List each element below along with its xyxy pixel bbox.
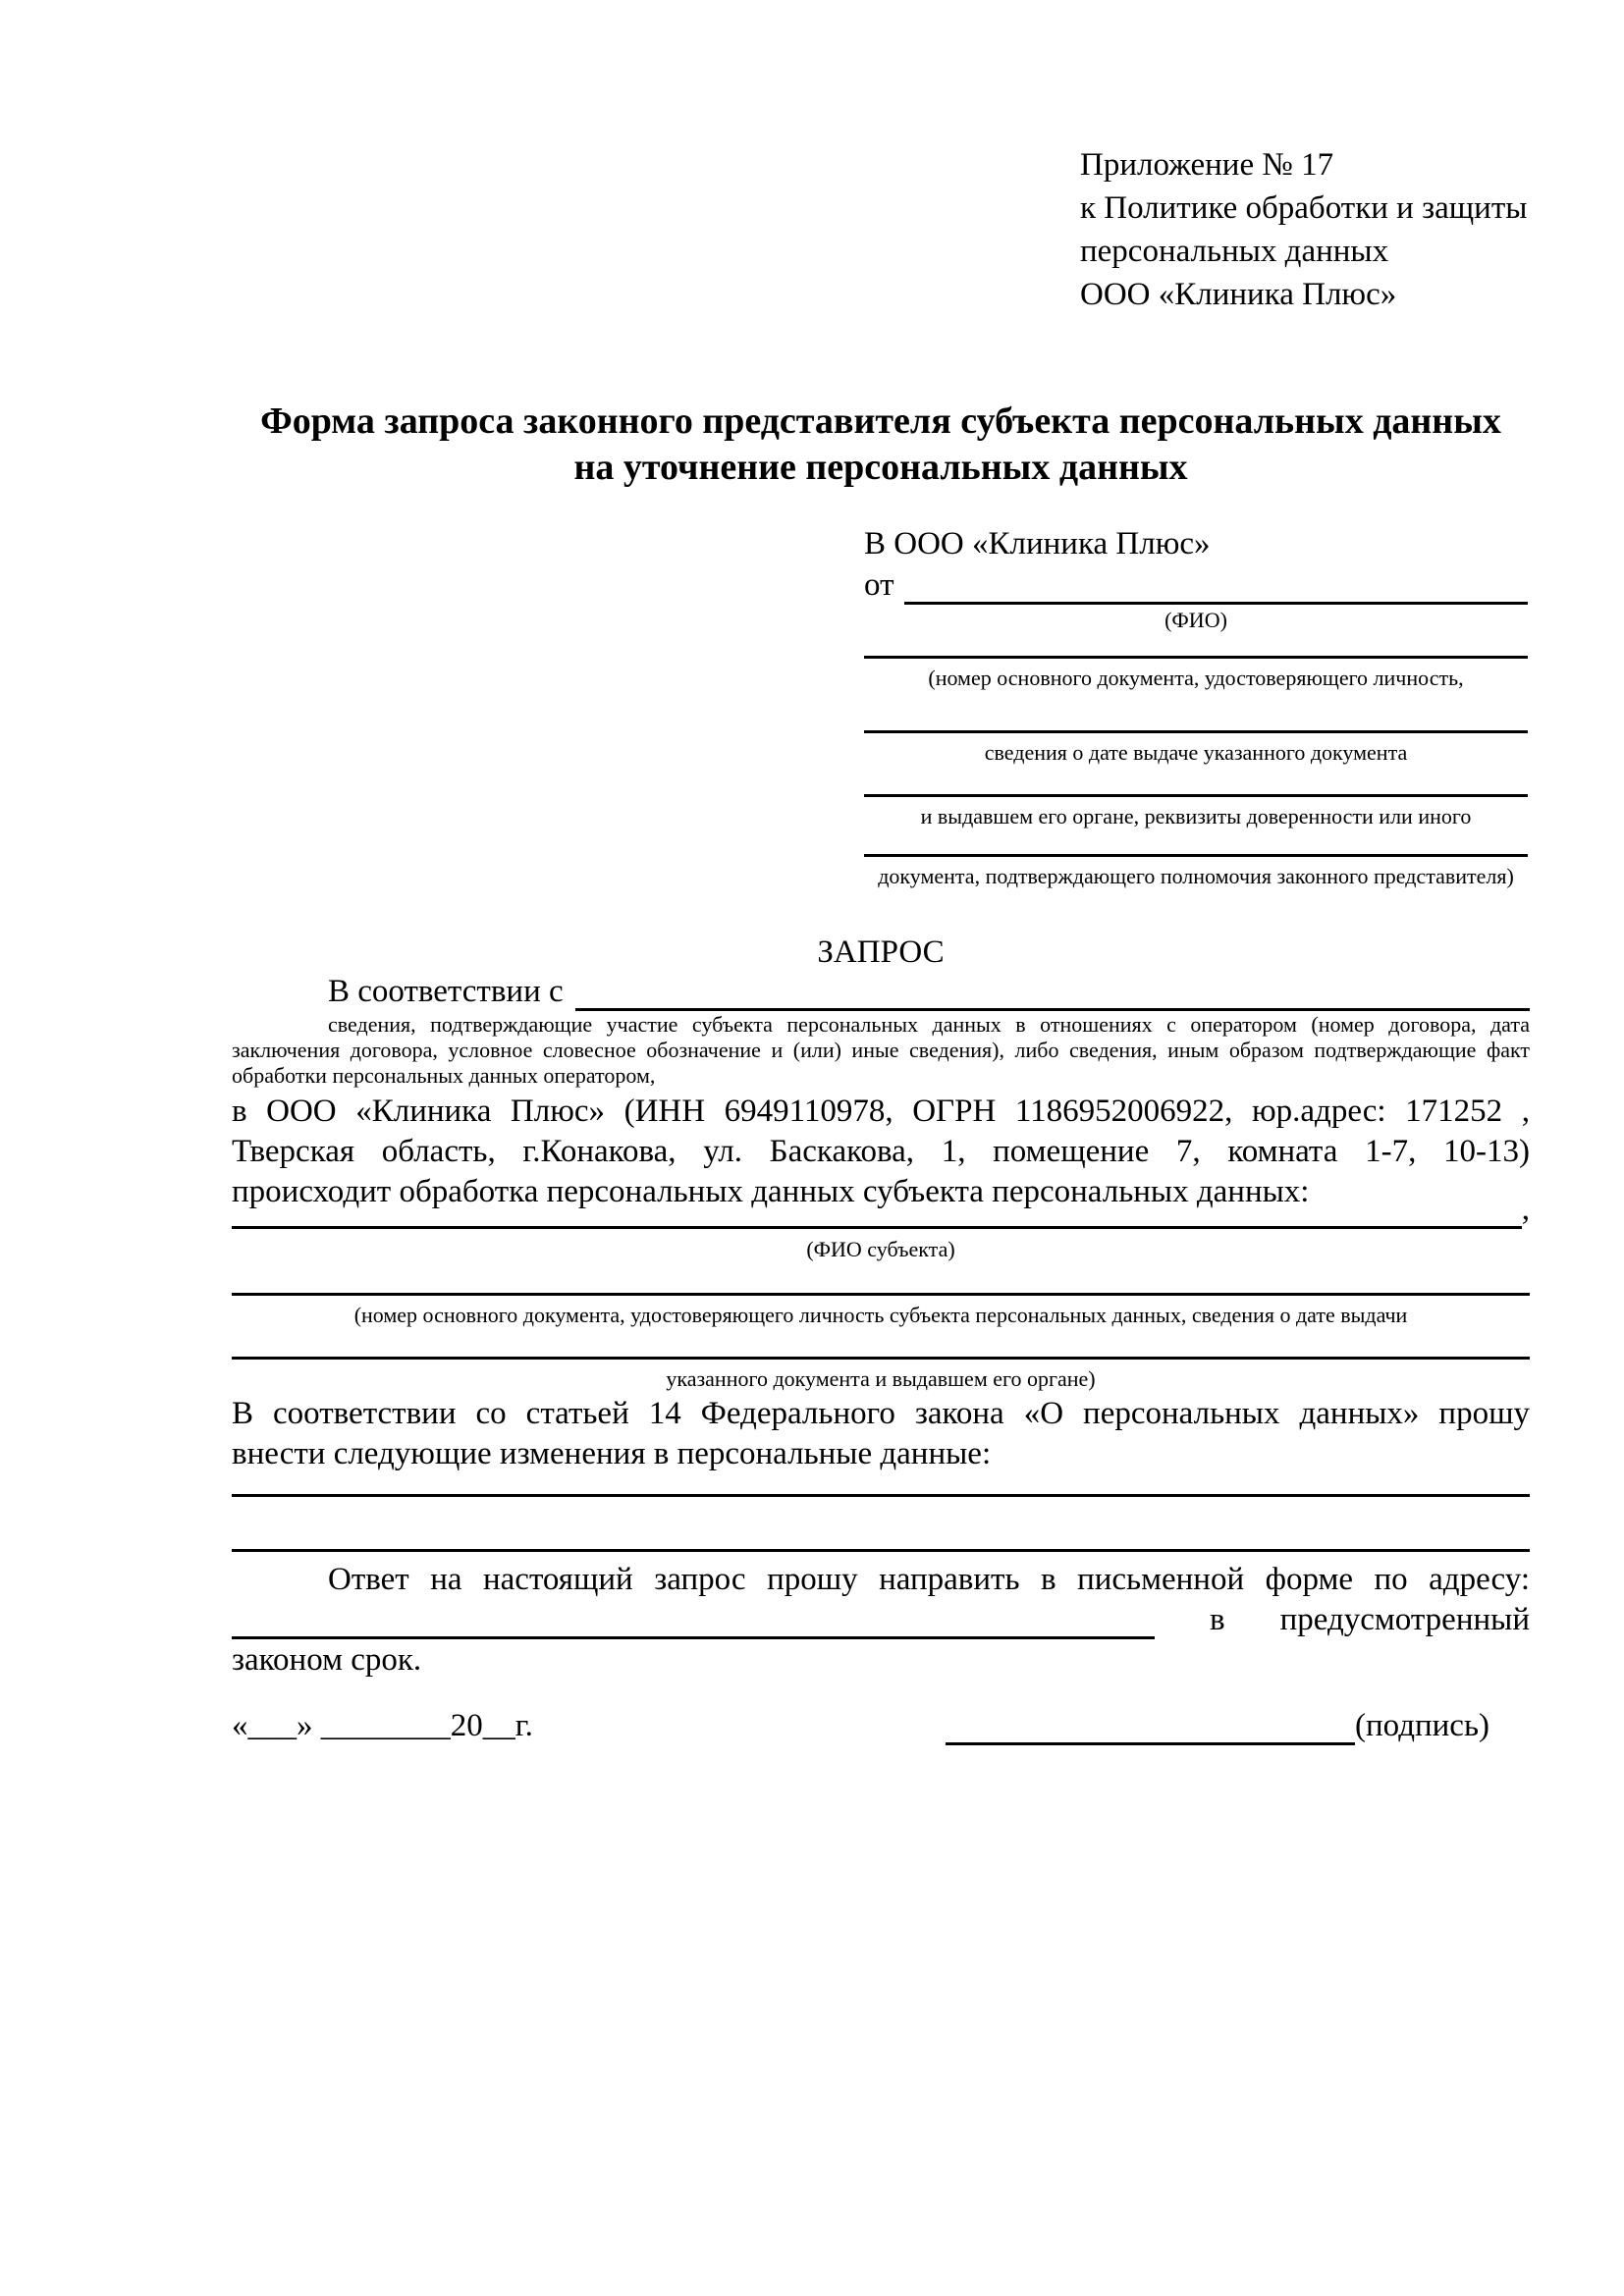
appendix-note-line: к Политике обработки и защиты bbox=[1080, 190, 1528, 226]
fio-caption: (ФИО) bbox=[1164, 608, 1227, 632]
representative-doc-blank-line-2 bbox=[864, 730, 1528, 733]
operator-paragraph-line-3: происходит обработка персональных данных субъекта персональных данных: bbox=[232, 1174, 1310, 1209]
subject-doc-blank-line-1 bbox=[232, 1293, 1530, 1296]
reply-word-v: в bbox=[1210, 1602, 1225, 1637]
signature-caption: (подпись) bbox=[1355, 1708, 1489, 1743]
representative-doc-blank-line-4 bbox=[864, 854, 1528, 857]
subject-fio-comma: , bbox=[1521, 1192, 1530, 1227]
law-paragraph-line-1: В соответствии со статьей 14 Федерального закона «О персональных данных» прошу bbox=[232, 1396, 1530, 1431]
reply-address-blank-line bbox=[232, 1600, 1155, 1639]
form-title bbox=[232, 399, 1530, 491]
appendix-note bbox=[1080, 143, 1527, 316]
appendix-note-line: персональных данных bbox=[1080, 234, 1389, 269]
date-blank: «___» ________20__г. bbox=[232, 1708, 533, 1743]
representative-doc-caption-2: сведения о дате выдаче указанного документа bbox=[984, 740, 1408, 765]
reply-paragraph-line-3: законом срок. bbox=[232, 1642, 422, 1678]
representative-doc-blank-line-3 bbox=[864, 794, 1528, 797]
form-title-line-2: на уточнение персональных данных bbox=[573, 447, 1188, 488]
subject-doc-caption-2: указанного документа и выдавшем его органе) bbox=[666, 1366, 1096, 1391]
signature-row bbox=[946, 1706, 1489, 1745]
basis-row bbox=[232, 972, 1530, 1011]
law-paragraph-line-2: внести следующие изменения в персональные данные: bbox=[232, 1436, 992, 1471]
subject-fio-blank-line bbox=[232, 1190, 1522, 1229]
fine-print-line-1: сведения, подтверждающие участие субъекта персональных данных в отношениях с оператором (номер договора, дата bbox=[328, 1012, 1530, 1037]
representative-doc-caption-3: и выдавшем его органе, реквизиты доверенности или иного bbox=[920, 804, 1472, 828]
form-title-line-1: Форма запроса законного представителя субъекта персональных данных bbox=[260, 400, 1501, 442]
from-blank-line bbox=[904, 565, 1529, 605]
changes-blank-line-2 bbox=[232, 1549, 1530, 1552]
reply-word-predusmotrenny: предусмотренный bbox=[1279, 1602, 1530, 1637]
from-label: от bbox=[864, 567, 894, 603]
fine-print-line-3: обработки персональных данных оператором, bbox=[232, 1063, 656, 1088]
basis-blank-line bbox=[575, 972, 1530, 1011]
law-paragraph bbox=[232, 1394, 1530, 1474]
operator-paragraph-line-1: в ООО «Клиника Плюс» (ИНН 6949110978, ОГРН 1186952006922, юр.адрес: 171252 , bbox=[232, 1094, 1530, 1129]
reply-address-row bbox=[232, 1600, 1530, 1639]
addressee-organization: В ООО «Клиника Плюс» bbox=[864, 526, 1211, 561]
representative-doc-caption-1: (номер основного документа, удостоверяющего личность, bbox=[928, 666, 1464, 690]
subject-doc-blank-line-2 bbox=[232, 1357, 1530, 1360]
fine-print bbox=[232, 1012, 1530, 1089]
request-heading: ЗАПРОС bbox=[817, 934, 945, 970]
operator-paragraph-line-2: Тверская область, г.Конакова, ул. Баскакова, 1, помещение 7, комната 1-7, 10-13) bbox=[232, 1134, 1530, 1169]
changes-blank-line-1 bbox=[232, 1494, 1530, 1497]
signature-blank-line bbox=[946, 1706, 1355, 1745]
appendix-note-line: ООО «Клиника Плюс» bbox=[1080, 277, 1397, 312]
from-row bbox=[864, 565, 1528, 605]
subject-doc-caption-1: (номер основного документа, удостоверяющего личность субъекта персональных данных, сведения о дате выдачи bbox=[353, 1303, 1408, 1327]
reply-paragraph-line-1: Ответ на настоящий запрос прошу направить в письменной форме по адресу: bbox=[328, 1562, 1530, 1597]
basis-label: В соответствии с bbox=[328, 974, 564, 1009]
representative-doc-caption-4: документа, подтверждающего полномочия законного представителя) bbox=[878, 864, 1514, 888]
representative-doc-blank-line-1 bbox=[864, 656, 1528, 659]
fine-print-line-2: заключения договора, условное словесное обозначение и (или) иные сведения), либо сведения, иным образом подтверждающие факт bbox=[232, 1038, 1530, 1062]
subject-fio-row bbox=[232, 1190, 1530, 1229]
subject-fio-caption: (ФИО субъекта) bbox=[806, 1237, 955, 1261]
appendix-note-line: Приложение № 17 bbox=[1080, 147, 1334, 183]
